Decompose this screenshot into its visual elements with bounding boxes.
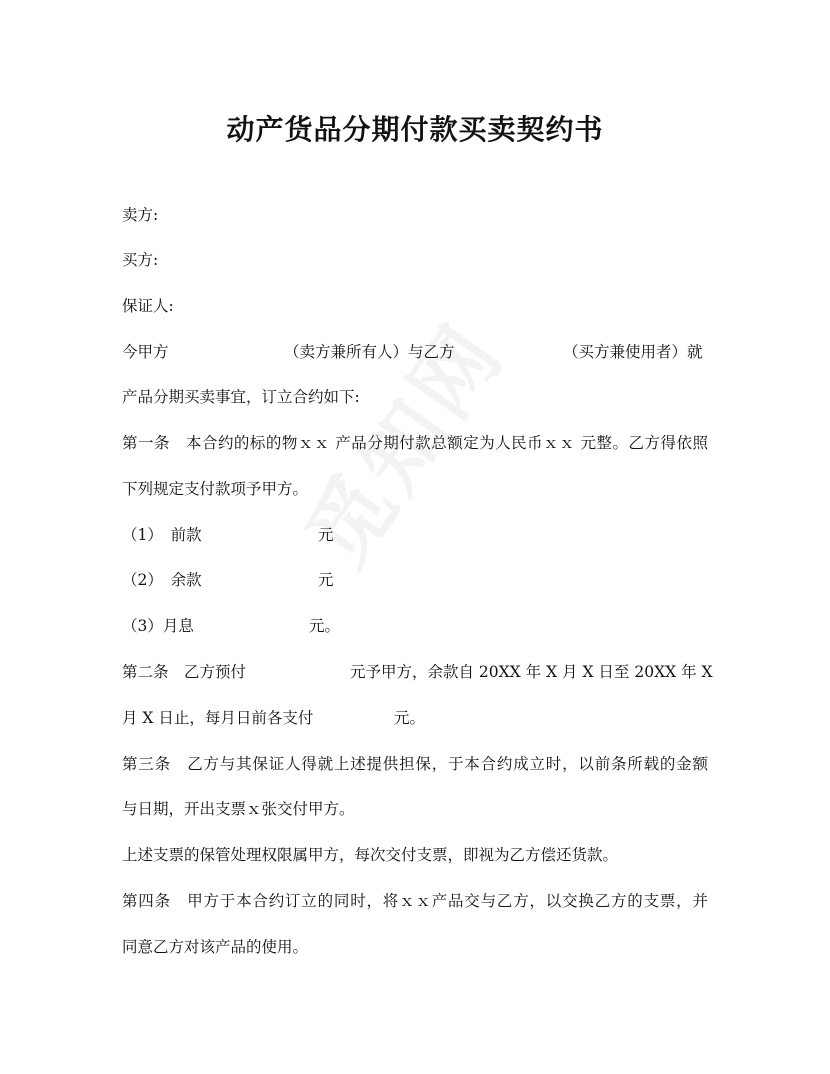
seller-line: 卖方: [122, 206, 159, 224]
item-label: （3）月息 [122, 617, 194, 635]
intro-line-1 [122, 342, 708, 362]
item-unit: 元 [318, 571, 334, 589]
article-1-line-1: 第一条 本合约的标的物ｘｘ 产品分期付款总额定为人民币ｘｘ 元整。乙方得依照 [122, 434, 708, 452]
item-unit: 元。 [309, 617, 341, 635]
article-2-prepay-label: 第二条 乙方预付 [122, 663, 247, 681]
article-1-line-2: 下列规定支付款项予甲方。 [122, 480, 309, 498]
article-2-line-2 [122, 708, 522, 728]
article-3-line-1: 第三条 乙方与其保证人得就上述提供担保，于本合约成立时，以前条所载的金额 [122, 755, 708, 773]
intro-buyer-role: （买方兼使用者）就 [563, 343, 703, 361]
item-label: （1） 前款 [122, 526, 202, 544]
article-2-schedule: 元予甲方，余款自 20XX 年 X 月 X 日至 20XX 年 X [350, 663, 713, 681]
item-unit: 元 [318, 526, 334, 544]
item-label: （2） 余款 [122, 571, 202, 589]
article-2-unit: 元。 [394, 709, 426, 727]
page-title: 动产货品分期付款买卖契约书 [226, 113, 604, 146]
intro-seller-role: （卖方兼所有人）与乙方 [284, 343, 455, 361]
article-2-monthly-label: 月 X 日止，每月日前各支付 [122, 709, 314, 727]
item-monthly-interest [122, 616, 422, 636]
article-3-line-2: 与日期，开出支票ｘ张交付甲方。 [122, 800, 355, 818]
article-4-line-1: 第四条 甲方于本合约订立的同时，将ｘｘ产品交与乙方，以交换乙方的支票，并 [122, 892, 708, 910]
guarantor-line: 保证人: [122, 297, 174, 315]
item-down-payment [122, 525, 422, 545]
article-3-line-3: 上述支票的保管处理权限属甲方，每次交付支票，即视为乙方偿还货款。 [122, 846, 619, 864]
article-4-line-2: 同意乙方对该产品的使用。 [122, 938, 309, 956]
intro-party-a: 今甲方 [122, 343, 169, 361]
article-2-line-1 [122, 662, 713, 682]
item-balance [122, 570, 422, 590]
intro-line-2: 产品分期买卖事宜，订立合约如下: [122, 388, 360, 406]
buyer-line: 买方: [122, 251, 159, 269]
